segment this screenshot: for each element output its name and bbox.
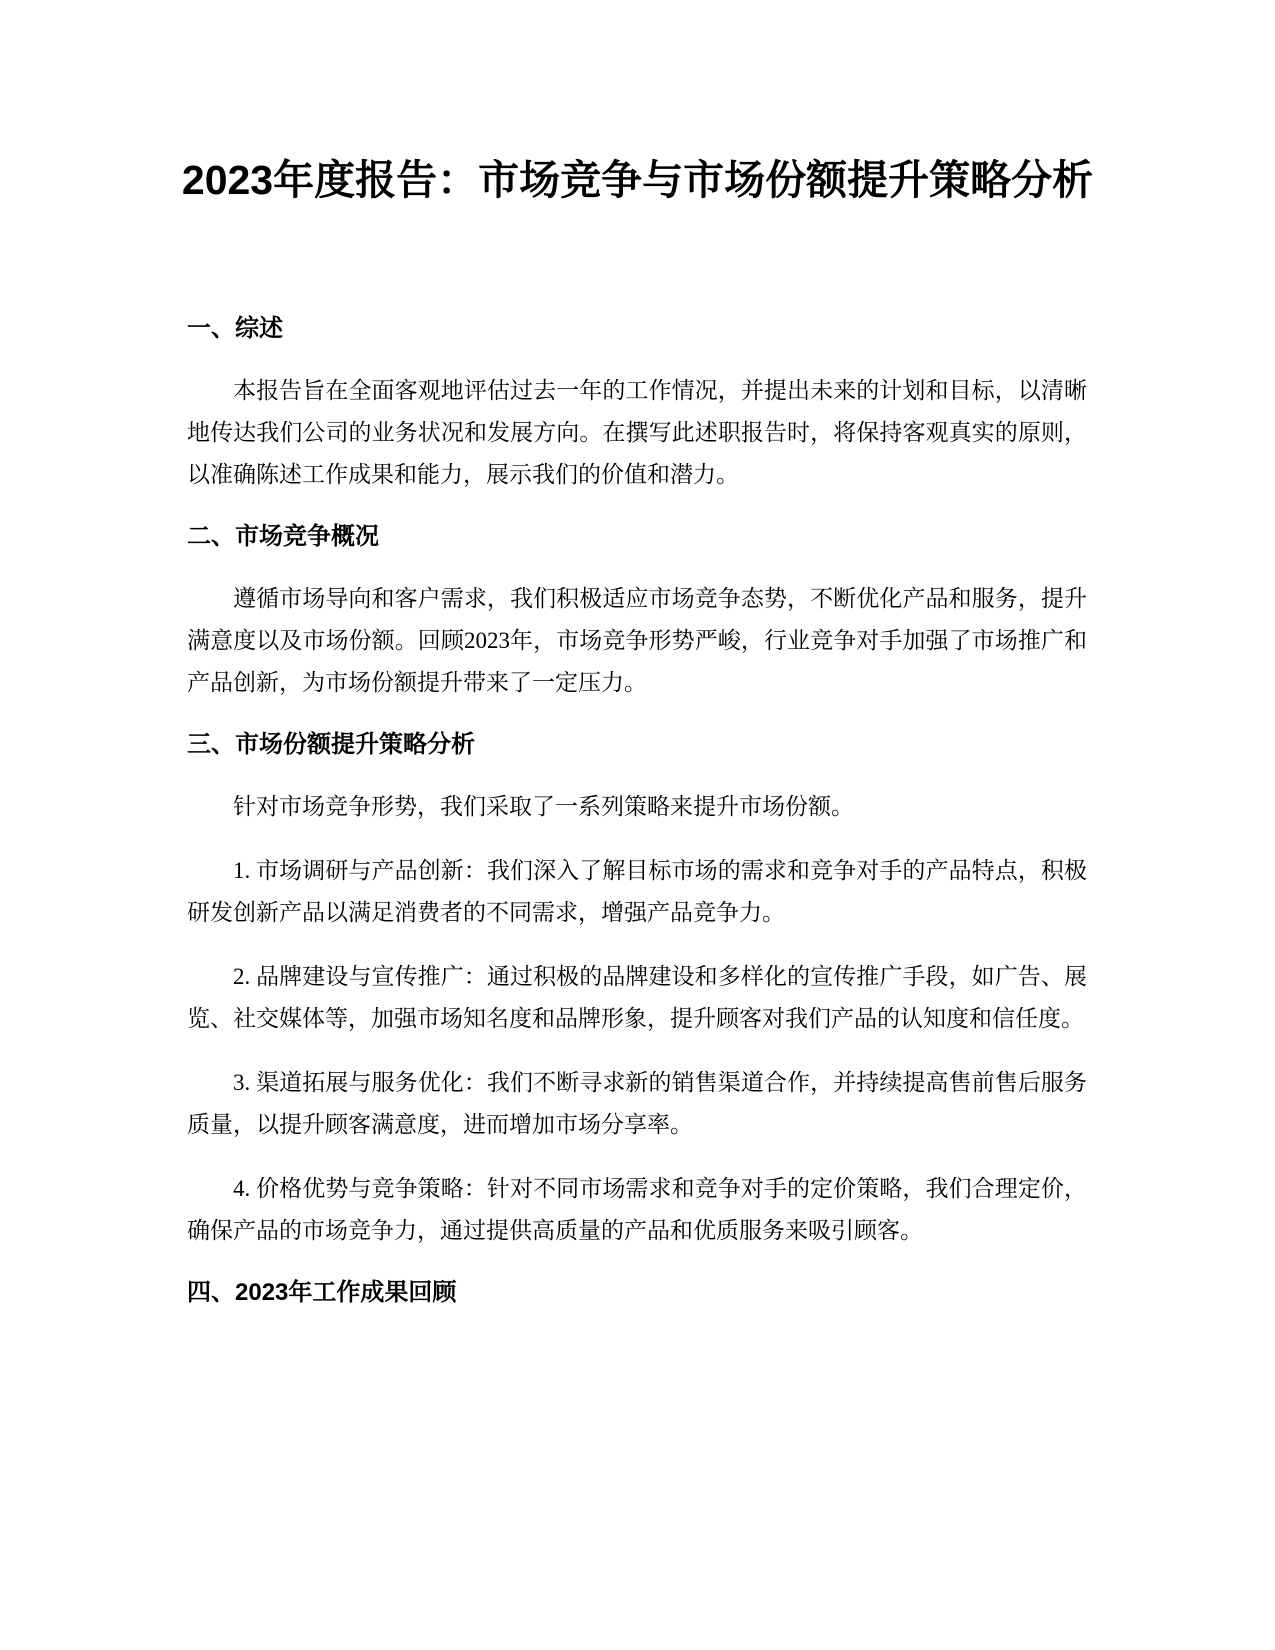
paragraph: 本报告旨在全面客观地评估过去一年的工作情况，并提出未来的计划和目标，以清晰地传达我们公司的业务状况和发展方向。在撰写此述职报告时，将保持客观真实的原则，以准确陈述工作成果和能力，展示我们的价值和潜力。 [187, 378, 1087, 487]
paragraph: 针对市场竞争形势，我们采取了一系列策略来提升市场份额。 [233, 794, 854, 819]
section-market-competition [187, 518, 1087, 704]
section-strategy-analysis [187, 726, 1087, 1252]
section-heading: 一、综述 [187, 315, 283, 342]
section-work-review [187, 1274, 1087, 1312]
list-item-paragraph: 4. 价格优势与竞争策略：针对不同市场需求和竞争对手的定价策略，我们合理定价，确保产品的市场竞争力，通过提供高质量的产品和优质服务来吸引顾客。 [187, 1176, 1087, 1243]
section-heading: 四、2023年工作成果回顾 [187, 1279, 457, 1306]
section-heading: 三、市场份额提升策略分析 [187, 731, 475, 758]
section-overview [187, 310, 1087, 496]
document-body [187, 310, 1087, 1334]
list-item-paragraph: 2. 品牌建设与宣传推广：通过积极的品牌建设和多样化的宣传推广手段，如广告、展览、社交媒体等，加强市场知名度和品牌形象，提升顾客对我们产品的认知度和信任度。 [187, 964, 1087, 1031]
list-item-paragraph: 1. 市场调研与产品创新：我们深入了解目标市场的需求和竞争对手的产品特点，积极研发创新产品以满足消费者的不同需求，增强产品竞争力。 [187, 858, 1087, 925]
list-item-paragraph: 3. 渠道拓展与服务优化：我们不断寻求新的销售渠道合作，并持续提高售前售后服务质量，以提升顾客满意度，进而增加市场分享率。 [187, 1070, 1087, 1137]
section-heading: 二、市场竞争概况 [187, 523, 379, 550]
document-title: 2023年度报告：市场竞争与市场份额提升策略分析 [181, 157, 1094, 203]
paragraph: 遵循市场导向和客户需求，我们积极适应市场竞争态势，不断优化产品和服务，提升满意度以及市场份额。回顾2023年，市场竞争形势严峻，行业竞争对手加强了市场推广和产品创新，为市场份额提升带来了一定压力。 [187, 586, 1087, 695]
